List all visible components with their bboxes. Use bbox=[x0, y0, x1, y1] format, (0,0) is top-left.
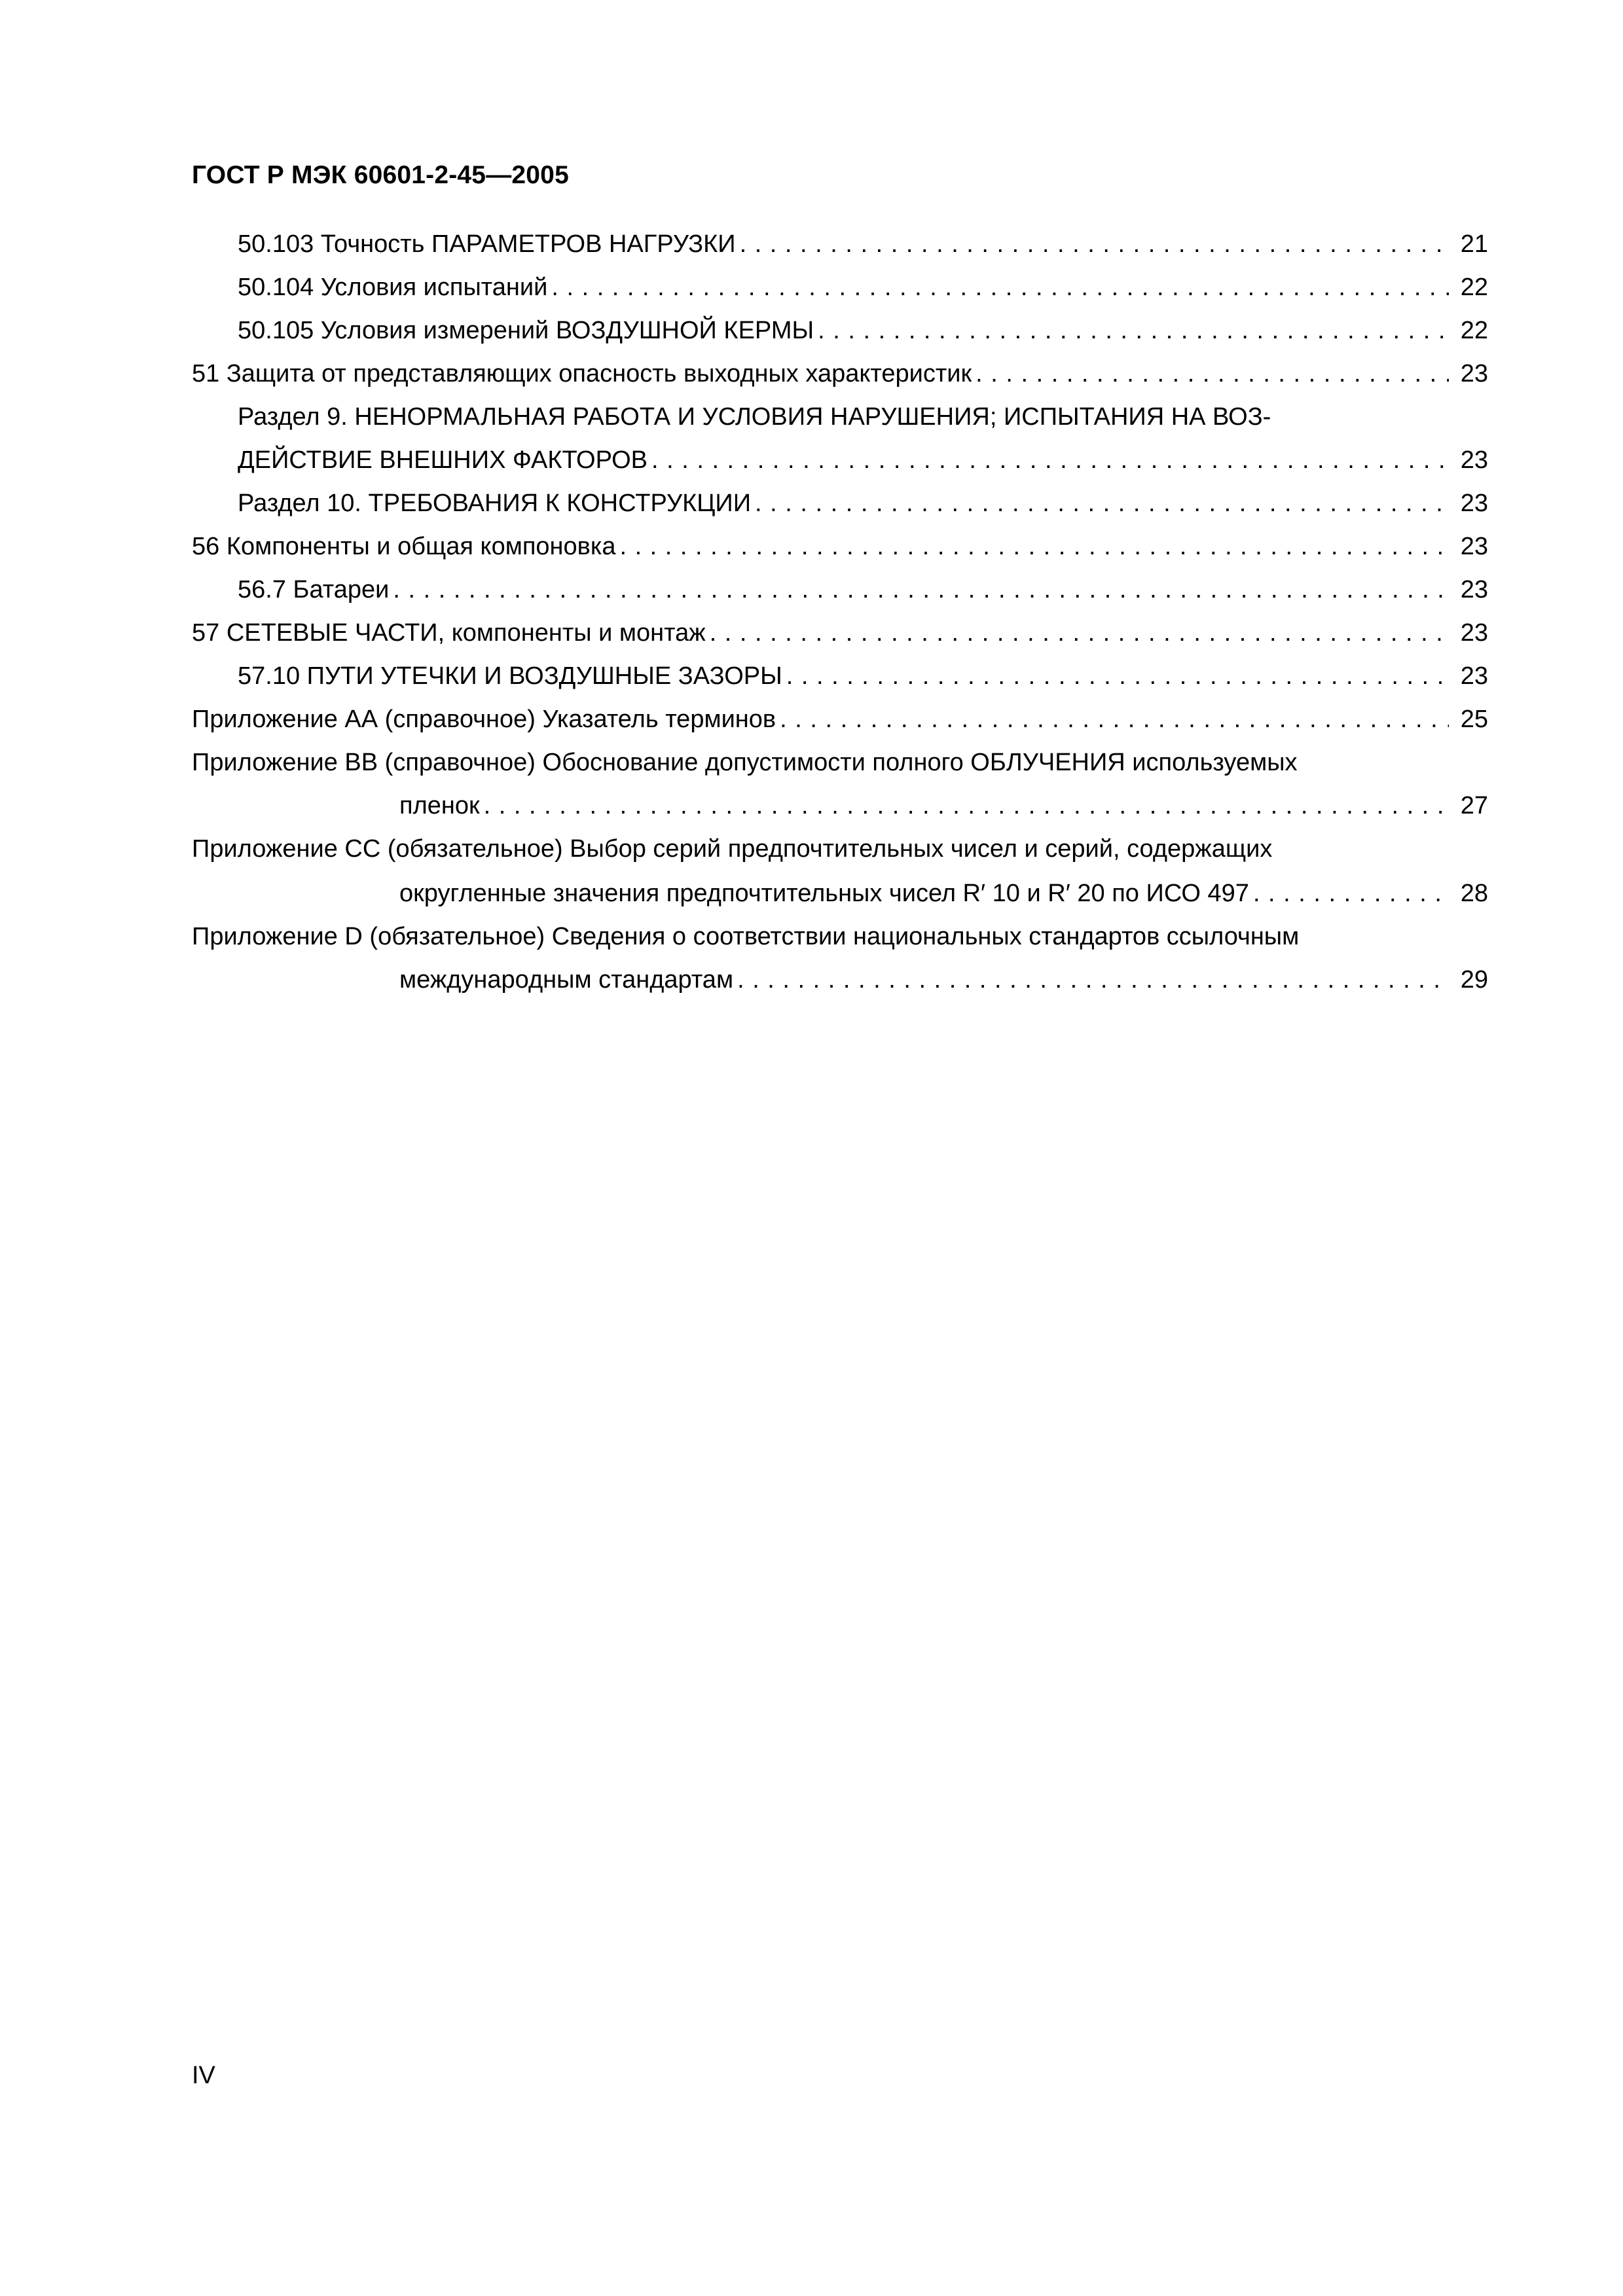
toc-entry-title: 51 Защита от представляющих опасность выходных характеристик bbox=[192, 360, 972, 387]
toc-dot-leader bbox=[551, 271, 1449, 304]
toc-entry-continued[interactable] bbox=[192, 746, 1488, 779]
toc-entry-page: 23 bbox=[1460, 662, 1488, 690]
toc-dot-leader bbox=[976, 357, 1449, 390]
toc-entry[interactable] bbox=[238, 660, 1488, 692]
toc-entry-continued[interactable] bbox=[238, 401, 1488, 433]
toc-entry-title: 57 СЕТЕВЫЕ ЧАСТИ, компоненты и монтаж bbox=[192, 619, 706, 647]
toc-entry[interactable] bbox=[238, 444, 1488, 476]
toc-entry[interactable] bbox=[192, 617, 1488, 649]
toc-entry-title: Раздел 10. ТРЕБОВАНИЯ К КОНСТРУКЦИИ bbox=[238, 490, 752, 517]
toc-dot-leader bbox=[755, 487, 1449, 520]
toc-entry-title: международным стандартам bbox=[399, 966, 734, 994]
toc-entry-page: 22 bbox=[1460, 317, 1488, 344]
toc-entry-title: пленок bbox=[399, 792, 480, 819]
toc-entry-continued[interactable] bbox=[192, 920, 1488, 953]
toc-dot-leader bbox=[710, 617, 1449, 649]
toc-entry[interactable] bbox=[192, 530, 1488, 563]
toc-entry-title: 56 Компоненты и общая компоновка bbox=[192, 533, 616, 560]
toc-entry[interactable] bbox=[238, 314, 1488, 347]
toc-dot-leader bbox=[1253, 877, 1449, 910]
toc-entry[interactable] bbox=[192, 357, 1488, 390]
toc-dot-leader bbox=[786, 660, 1449, 692]
page-number: IV bbox=[192, 2062, 215, 2089]
toc-entry-title: Приложение СС (обязательное) Выбор серий предпочтительных чисел и серий, содержащих bbox=[192, 835, 1273, 863]
toc-dot-leader bbox=[484, 789, 1449, 822]
toc-entry-title: 50.103 Точность ПАРАМЕТРОВ НАГРУЗКИ bbox=[238, 230, 736, 258]
toc-entry[interactable] bbox=[399, 877, 1488, 910]
toc-dot-leader bbox=[780, 703, 1449, 736]
toc-dot-leader bbox=[818, 314, 1449, 347]
toc-entry[interactable] bbox=[238, 573, 1488, 606]
toc-entry[interactable] bbox=[192, 703, 1488, 736]
toc-entry-page: 23 bbox=[1460, 360, 1488, 387]
toc-entry-title: 56.7 Батареи bbox=[238, 576, 390, 603]
toc-entry-page: 23 bbox=[1460, 446, 1488, 474]
toc-entry-title: округленные значения предпочтительных чисел R′ 10 и R′ 20 по ИСО 497 bbox=[399, 880, 1249, 907]
toc-dot-leader bbox=[740, 228, 1449, 260]
toc-dot-leader bbox=[651, 444, 1449, 476]
toc-entry-page: 23 bbox=[1460, 490, 1488, 517]
toc-entry-page: 23 bbox=[1460, 619, 1488, 647]
toc-entry-continued[interactable] bbox=[192, 833, 1488, 865]
toc-dot-leader bbox=[619, 530, 1449, 563]
toc-entry-page: 21 bbox=[1460, 230, 1488, 258]
toc-entry-title: Приложение D (обязательное) Сведения о соответствии национальных стандартов ссылочным bbox=[192, 923, 1300, 950]
toc-entry[interactable] bbox=[238, 487, 1488, 520]
toc-dot-leader bbox=[393, 573, 1449, 606]
toc-entry-page: 28 bbox=[1460, 880, 1488, 907]
toc-entry[interactable] bbox=[238, 271, 1488, 304]
toc-entry-title: Раздел 9. НЕНОРМАЛЬНАЯ РАБОТА И УСЛОВИЯ НАРУШЕНИЯ; ИСПЫТАНИЯ НА ВОЗ- bbox=[238, 403, 1271, 431]
toc-entry-page: 22 bbox=[1460, 274, 1488, 301]
toc-entry-title: Приложение АА (справочное) Указатель терминов bbox=[192, 706, 776, 733]
toc-entry-title: 50.105 Условия измерений ВОЗДУШНОЙ КЕРМЫ bbox=[238, 317, 814, 344]
toc-entry[interactable] bbox=[238, 228, 1488, 260]
toc-entry-page: 27 bbox=[1460, 792, 1488, 819]
toc-entry-title: Приложение ВВ (справочное) Обоснование допустимости полного ОБЛУЧЕНИЯ используемых bbox=[192, 749, 1298, 776]
toc-entry-page: 23 bbox=[1460, 576, 1488, 603]
toc-entry-title: ДЕЙСТВИЕ ВНЕШНИХ ФАКТОРОВ bbox=[238, 446, 647, 474]
toc-entry[interactable] bbox=[399, 963, 1488, 996]
toc-entry[interactable] bbox=[399, 789, 1488, 822]
document-title: ГОСТ Р МЭК 60601-2-45—2005 bbox=[192, 161, 569, 189]
toc-entry-page: 29 bbox=[1460, 966, 1488, 994]
toc-entry-title: 57.10 ПУТИ УТЕЧКИ И ВОЗДУШНЫЕ ЗАЗОРЫ bbox=[238, 662, 782, 690]
toc-entry-title: 50.104 Условия испытаний bbox=[238, 274, 548, 301]
toc-dot-leader bbox=[737, 963, 1449, 996]
toc-entry-page: 25 bbox=[1460, 706, 1488, 733]
toc-entry-page: 23 bbox=[1460, 533, 1488, 560]
